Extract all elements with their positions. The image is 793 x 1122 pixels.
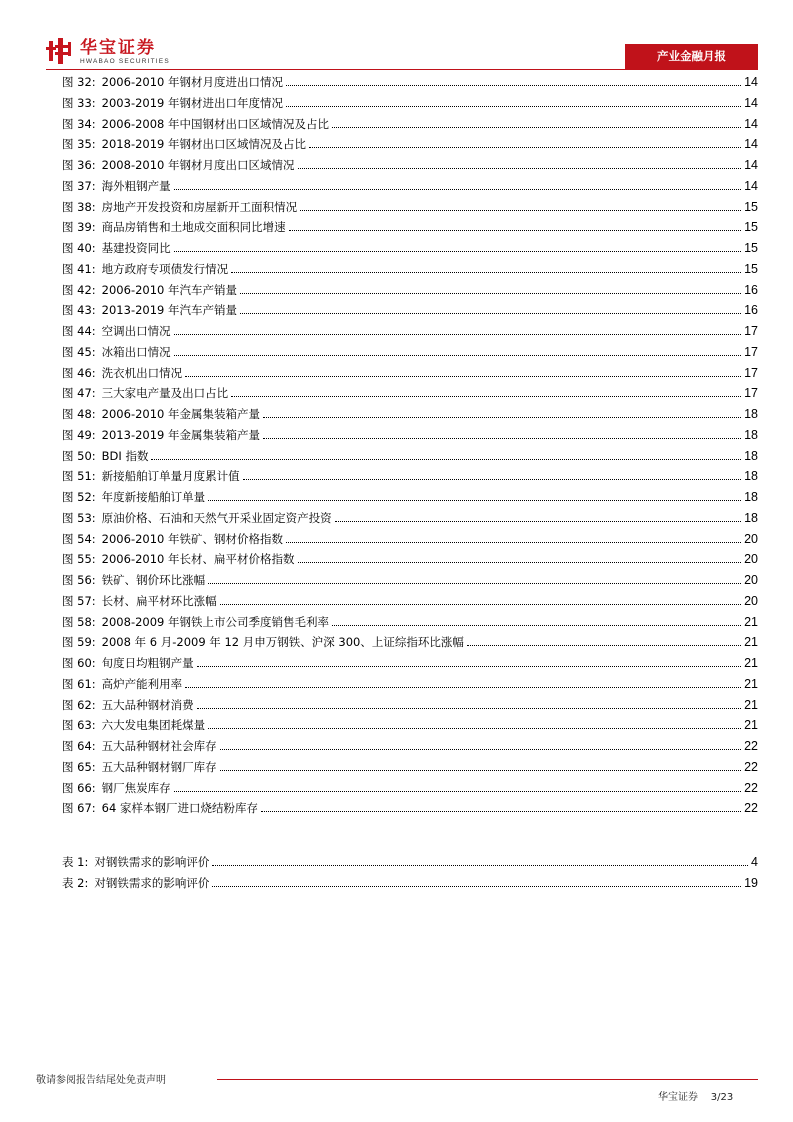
entry-page: 15 — [744, 220, 758, 235]
figure-toc-row[interactable] — [62, 446, 758, 467]
figure-toc-row[interactable] — [62, 632, 758, 653]
figure-toc-row[interactable] — [62, 591, 758, 612]
dot-leader — [174, 333, 741, 335]
entry-title: 房地产开发投资和房屋新开工面积情况 — [101, 199, 298, 214]
figure-toc-row[interactable] — [62, 529, 758, 550]
figure-toc-row[interactable] — [62, 736, 758, 757]
dot-leader — [208, 582, 741, 584]
entry-page: 14 — [744, 95, 758, 110]
entry-title: 六大发电集团耗煤量 — [101, 718, 206, 733]
dot-leader — [467, 644, 741, 646]
entry-label: 图 32: — [62, 75, 96, 89]
entry-label: 图 36: — [62, 158, 96, 172]
entry-title: 三大家电产量及出口占比 — [101, 386, 229, 401]
entry-page: 19 — [744, 875, 758, 890]
figure-toc-row[interactable] — [62, 342, 758, 363]
entry-label: 图 47: — [62, 386, 96, 401]
dot-leader — [335, 520, 741, 522]
entry-title: 冰箱出口情况 — [101, 344, 171, 359]
entry-page: 20 — [744, 593, 758, 608]
dot-leader — [208, 499, 741, 501]
entry-page: 18 — [744, 469, 758, 484]
dot-leader — [208, 727, 741, 729]
entry-label: 图 49: — [62, 427, 96, 442]
dot-leader — [212, 885, 741, 887]
entry-label: 图 52: — [62, 490, 96, 504]
entry-title: 2006-2010 年金属集装箱产量 — [101, 407, 261, 421]
entry-page: 14 — [744, 178, 758, 193]
entry-page: 20 — [744, 552, 758, 567]
entry-label: 图 50: — [62, 448, 96, 463]
entry-title: 2008-2010 年钢材月度出口区域情况 — [101, 158, 295, 172]
figure-toc-row[interactable] — [62, 695, 758, 716]
entry-label: 图 34: — [62, 116, 96, 131]
dot-leader — [261, 810, 741, 812]
entry-page: 21 — [744, 635, 758, 650]
entry-label: 图 58: — [62, 614, 96, 629]
entry-title: 钢厂焦炭库存 — [101, 780, 171, 795]
entry-title: 旬度日均粗钢产量 — [101, 656, 194, 670]
entry-label: 图 55: — [62, 552, 96, 567]
entry-title: 对钢铁需求的影响评价 — [94, 855, 210, 869]
figure-toc-row[interactable] — [62, 612, 758, 633]
entry-page: 15 — [744, 241, 758, 255]
dot-leader — [286, 84, 741, 86]
dot-leader — [174, 790, 741, 792]
figure-toc-row[interactable] — [62, 363, 758, 384]
dot-leader — [174, 354, 741, 356]
entry-label: 图 65: — [62, 759, 96, 774]
entry-label: 图 59: — [62, 635, 96, 650]
dot-leader — [197, 707, 741, 709]
dot-leader — [286, 541, 741, 543]
figure-toc-row[interactable] — [62, 176, 758, 197]
figure-toc-row[interactable] — [62, 653, 758, 674]
entry-title: 空调出口情况 — [101, 324, 171, 338]
dot-leader — [151, 458, 741, 460]
figure-toc-row[interactable] — [62, 114, 758, 135]
dot-leader — [289, 229, 741, 231]
entry-page: 18 — [744, 490, 758, 504]
entry-title: 基建投资同比 — [101, 241, 171, 255]
figure-toc-row[interactable] — [62, 280, 758, 301]
dot-leader — [332, 126, 741, 128]
dot-leader — [231, 395, 741, 397]
figure-toc-row[interactable] — [62, 259, 758, 280]
entry-page: 15 — [744, 261, 758, 276]
dot-leader — [300, 209, 741, 211]
entry-title: 2013-2019 年汽车产销量 — [101, 303, 238, 318]
figure-index — [62, 72, 758, 819]
figure-toc-row[interactable] — [62, 487, 758, 508]
entry-page: 18 — [744, 448, 758, 463]
entry-page: 16 — [744, 282, 758, 297]
entry-page: 18 — [744, 407, 758, 421]
entry-title: 2008 年 6 月-2009 年 12 月申万钢铁、沪深 300、上证综指环比涨幅 — [101, 635, 464, 650]
entry-label: 图 62: — [62, 697, 96, 712]
dot-leader — [263, 416, 741, 418]
figure-toc-row[interactable] — [62, 321, 758, 342]
entry-title: 64 家样本钢厂进口烧结粉库存 — [101, 801, 258, 816]
entry-title: 2003-2019 年钢材进出口年度情况 — [101, 95, 284, 110]
figure-toc-row[interactable] — [62, 93, 758, 114]
entry-label: 图 61: — [62, 676, 96, 691]
entry-page: 15 — [744, 199, 758, 214]
entry-page: 21 — [744, 718, 758, 733]
entry-title: 五大品种钢材钢厂库存 — [101, 759, 217, 774]
entry-label: 图 56: — [62, 573, 96, 587]
figure-toc-row[interactable] — [62, 715, 758, 736]
table-index — [62, 852, 758, 894]
figure-toc-row[interactable] — [62, 466, 758, 487]
entry-title: 2006-2010 年长材、扁平材价格指数 — [101, 552, 295, 567]
company-logo — [46, 38, 170, 66]
figure-toc-row[interactable] — [62, 134, 758, 155]
entry-page: 14 — [744, 158, 758, 172]
entry-title: 2013-2019 年金属集装箱产量 — [101, 427, 261, 442]
table-toc-row[interactable] — [62, 852, 758, 873]
entry-page: 22 — [744, 739, 758, 753]
entry-label: 图 54: — [62, 531, 96, 546]
entry-page: 22 — [744, 801, 758, 816]
entry-page: 16 — [744, 303, 758, 318]
entry-title: 2008-2009 年钢铁上市公司季度销售毛利率 — [101, 614, 330, 629]
page-number: 3/23 — [710, 1092, 734, 1103]
entry-title: 商品房销售和土地成交面积同比增速 — [101, 220, 286, 235]
table-toc-row[interactable] — [62, 873, 758, 894]
figure-toc-row[interactable] — [62, 425, 758, 446]
entry-label: 图 51: — [62, 469, 96, 484]
entry-page: 17 — [744, 344, 758, 359]
footer-brand: 华宝证券 — [658, 1092, 698, 1103]
entry-title: 2006-2008 年中国钢材出口区域情况及占比 — [101, 116, 330, 131]
entry-title: 五大品种钢材社会库存 — [101, 739, 217, 753]
figure-toc-row[interactable] — [62, 238, 758, 259]
entry-title: 地方政府专项债发行情况 — [101, 261, 229, 276]
entry-label: 图 64: — [62, 739, 96, 753]
entry-page: 18 — [744, 510, 758, 525]
brand-name-en: HWABAO SECURITIES — [80, 58, 170, 65]
entry-page: 21 — [744, 676, 758, 691]
report-type-badge: 产业金融月报 — [625, 44, 758, 69]
entry-label: 图 35: — [62, 137, 96, 152]
entry-label: 图 40: — [62, 241, 96, 255]
entry-title: BDI 指数 — [101, 448, 149, 463]
footer-page-info — [658, 1088, 733, 1103]
header-divider — [46, 69, 758, 70]
entry-label: 图 48: — [62, 407, 96, 421]
entry-title: 新接船舶订单量月度累计值 — [101, 469, 240, 484]
dot-leader — [298, 561, 742, 563]
entry-label: 图 46: — [62, 365, 96, 380]
entry-page: 14 — [744, 137, 758, 152]
entry-title: 洗衣机出口情况 — [101, 365, 183, 380]
entry-page: 22 — [744, 759, 758, 774]
entry-label: 图 43: — [62, 303, 96, 318]
entry-title: 2006-2010 年钢材月度进出口情况 — [101, 75, 284, 89]
entry-page: 20 — [744, 573, 758, 587]
dot-leader — [240, 292, 741, 294]
figure-toc-row[interactable] — [62, 217, 758, 238]
figure-toc-row[interactable] — [62, 72, 758, 93]
entry-label: 图 39: — [62, 220, 96, 235]
dot-leader — [174, 188, 741, 190]
footer-divider — [217, 1079, 758, 1080]
entry-title: 高炉产能利用率 — [101, 676, 183, 691]
dot-leader — [286, 105, 741, 107]
entry-title: 年度新接船舶订单量 — [101, 490, 206, 504]
entry-title: 2006-2010 年汽车产销量 — [101, 282, 238, 297]
entry-page: 14 — [744, 116, 758, 131]
figure-toc-row[interactable] — [62, 300, 758, 321]
entry-page: 21 — [744, 656, 758, 670]
dot-leader — [240, 312, 741, 314]
entry-label: 图 66: — [62, 780, 96, 795]
entry-title: 铁矿、钢价环比涨幅 — [101, 573, 206, 587]
dot-leader — [309, 146, 741, 148]
entry-title: 五大品种钢材消费 — [101, 697, 194, 712]
entry-page: 4 — [751, 855, 758, 869]
figure-toc-row[interactable] — [62, 197, 758, 218]
dot-leader — [220, 603, 741, 605]
dot-leader — [332, 624, 741, 626]
figure-toc-row[interactable] — [62, 778, 758, 799]
brand-name-cn: 华宝证券 — [80, 38, 156, 58]
entry-title: 2018-2019 年钢材出口区域情况及占比 — [101, 137, 307, 152]
figure-toc-row[interactable] — [62, 757, 758, 778]
entry-page: 21 — [744, 697, 758, 712]
entry-title: 2006-2010 年铁矿、钢材价格指数 — [101, 531, 284, 546]
entry-label: 图 38: — [62, 199, 96, 214]
entry-title: 原油价格、石油和天然气开采业固定资产投资 — [101, 510, 332, 525]
entry-page: 17 — [744, 324, 758, 338]
entry-title: 长材、扁平材环比涨幅 — [101, 593, 217, 608]
entry-title: 海外粗钢产量 — [101, 178, 171, 193]
figure-toc-row[interactable] — [62, 404, 758, 425]
figure-toc-row[interactable] — [62, 674, 758, 695]
figure-toc-row[interactable] — [62, 155, 758, 176]
figure-toc-row[interactable] — [62, 383, 758, 404]
entry-page: 22 — [744, 780, 758, 795]
entry-page: 17 — [744, 386, 758, 401]
entry-label: 图 42: — [62, 282, 96, 297]
dot-leader — [212, 864, 748, 866]
dot-leader — [174, 250, 741, 252]
dot-leader — [298, 167, 742, 169]
dot-leader — [220, 748, 741, 750]
entry-label: 图 67: — [62, 801, 96, 816]
entry-page: 21 — [744, 614, 758, 629]
entry-label: 表 1: — [62, 855, 89, 869]
dot-leader — [263, 437, 741, 439]
entry-label: 图 44: — [62, 324, 96, 338]
dot-leader — [185, 686, 741, 688]
dot-leader — [243, 478, 741, 480]
entry-page: 18 — [744, 427, 758, 442]
entry-label: 图 37: — [62, 178, 96, 193]
page-header — [0, 0, 793, 80]
dot-leader — [220, 769, 741, 771]
figure-toc-row[interactable] — [62, 798, 758, 819]
entry-label: 图 53: — [62, 510, 96, 525]
hwabao-logo-icon — [46, 38, 76, 64]
figure-toc-row[interactable] — [62, 508, 758, 529]
entry-page: 20 — [744, 531, 758, 546]
entry-label: 表 2: — [62, 875, 89, 890]
entry-title: 对钢铁需求的影响评价 — [94, 875, 210, 890]
entry-label: 图 33: — [62, 95, 96, 110]
entry-label: 图 60: — [62, 656, 96, 670]
figure-toc-row[interactable] — [62, 570, 758, 591]
entry-page: 17 — [744, 365, 758, 380]
footer-disclaimer: 敬请参阅报告结尾处免责声明 — [36, 1075, 166, 1086]
entry-label: 图 63: — [62, 718, 96, 733]
figure-toc-row[interactable] — [62, 549, 758, 570]
dot-leader — [197, 665, 741, 667]
entry-page: 14 — [744, 75, 758, 89]
entry-label: 图 57: — [62, 593, 96, 608]
entry-label: 图 41: — [62, 261, 96, 276]
dot-leader — [231, 271, 741, 273]
entry-label: 图 45: — [62, 344, 96, 359]
dot-leader — [185, 375, 741, 377]
